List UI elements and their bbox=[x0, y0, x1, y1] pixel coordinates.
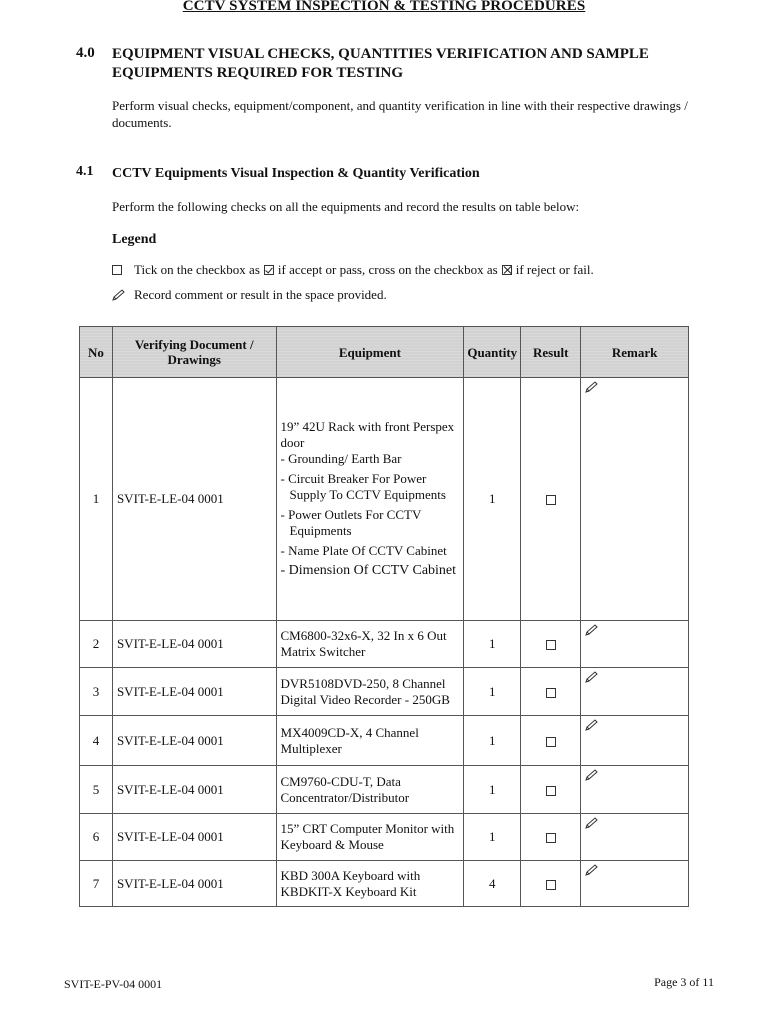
table-row bbox=[80, 861, 689, 907]
header-equipment: Equipment bbox=[276, 327, 464, 378]
pencil-icon bbox=[585, 769, 599, 781]
row-equipment: MX4009CD-X, 4 Channel Multiplexer bbox=[276, 716, 464, 766]
row-result bbox=[521, 861, 581, 907]
table-row bbox=[80, 814, 689, 861]
table-row bbox=[80, 378, 689, 621]
legend-pencil-text: Record comment or result in the space provided. bbox=[134, 287, 387, 302]
row-no: 4 bbox=[80, 716, 113, 766]
row-doc: SVIT-E-LE-04 0001 bbox=[112, 668, 276, 716]
result-checkbox[interactable] bbox=[546, 688, 556, 698]
row-equipment: KBD 300A Keyboard with KBDKIT-X Keyboard Kit bbox=[276, 861, 464, 907]
row-remark[interactable] bbox=[581, 621, 689, 668]
equipment-main: 19” 42U Rack with front Perspex door bbox=[280, 419, 455, 450]
row-remark[interactable] bbox=[581, 861, 689, 907]
row-equipment: 15” CRT Computer Monitor with Keyboard & Mouse bbox=[276, 814, 464, 861]
row-doc: SVIT-E-LE-04 0001 bbox=[112, 861, 276, 907]
legend-text-2: if accept or pass, cross on the checkbox as bbox=[277, 262, 498, 277]
pencil-icon bbox=[585, 817, 599, 829]
table-row bbox=[80, 668, 689, 716]
header-doc: Verifying Document / Drawings bbox=[112, 327, 276, 378]
equipment-sub: - Dimension Of CCTV Cabinet bbox=[280, 563, 457, 578]
row-doc: SVIT-E-LE-04 0001 bbox=[112, 716, 276, 766]
row-doc: SVIT-E-LE-04 0001 bbox=[112, 378, 276, 621]
row-doc: SVIT-E-LE-04 0001 bbox=[112, 766, 276, 814]
row-result bbox=[521, 378, 581, 621]
table-row bbox=[80, 766, 689, 814]
document-title: CCTV SYSTEM INSPECTION & TESTING PROCEDURES bbox=[182, 0, 586, 14]
row-quantity: 1 bbox=[464, 766, 521, 814]
equipment-sub: - Circuit Breaker For Power Supply To CCTV Equipments bbox=[280, 471, 446, 502]
equipment-sub: - Grounding/ Earth Bar bbox=[280, 451, 402, 466]
checkbox-icon bbox=[112, 265, 122, 275]
legend-checkbox-line bbox=[112, 262, 594, 278]
result-checkbox[interactable] bbox=[546, 640, 556, 650]
row-no: 6 bbox=[80, 814, 113, 861]
row-remark[interactable] bbox=[581, 766, 689, 814]
section-number: 4.1 bbox=[76, 164, 94, 179]
pencil-icon bbox=[585, 381, 599, 393]
row-quantity: 4 bbox=[464, 861, 521, 907]
legend-text-1: Tick on the checkbox as bbox=[134, 262, 260, 277]
row-result bbox=[521, 716, 581, 766]
row-result bbox=[521, 668, 581, 716]
row-no: 2 bbox=[80, 621, 113, 668]
row-result bbox=[521, 766, 581, 814]
legend-title: Legend bbox=[112, 232, 157, 247]
row-result bbox=[521, 814, 581, 861]
row-quantity: 1 bbox=[464, 621, 521, 668]
row-result bbox=[521, 621, 581, 668]
pencil-icon bbox=[585, 864, 599, 876]
result-checkbox[interactable] bbox=[546, 495, 556, 505]
header-remark: Remark bbox=[581, 327, 689, 378]
section-title: CCTV Equipments Visual Inspection & Quantity Verification bbox=[112, 166, 480, 181]
row-remark[interactable] bbox=[581, 668, 689, 716]
checkbox-crossed-icon bbox=[502, 265, 512, 275]
row-remark[interactable] bbox=[581, 378, 689, 621]
row-remark[interactable] bbox=[581, 716, 689, 766]
table-row bbox=[80, 716, 689, 766]
row-equipment bbox=[276, 378, 464, 621]
result-checkbox[interactable] bbox=[546, 833, 556, 843]
pencil-icon bbox=[112, 289, 126, 301]
equipment-table bbox=[79, 326, 689, 907]
row-equipment: DVR5108DVD-250, 8 Channel Digital Video Recorder - 250GB bbox=[276, 668, 464, 716]
section-body: Perform visual checks, equipment/component, and quantity verification in line with their respective drawings / documents. bbox=[112, 98, 688, 130]
row-doc: SVIT-E-LE-04 0001 bbox=[112, 814, 276, 861]
header-result: Result bbox=[521, 327, 581, 378]
result-checkbox[interactable] bbox=[546, 737, 556, 747]
section-title: EQUIPMENT VISUAL CHECKS, QUANTITIES VERIFICATION AND SAMPLE EQUIPMENTS REQUIRED FOR TESTING bbox=[112, 46, 649, 81]
pencil-icon bbox=[585, 671, 599, 683]
pencil-icon bbox=[585, 719, 599, 731]
row-equipment: CM9760-CDU-T, Data Concentrator/Distributor bbox=[276, 766, 464, 814]
section-number: 4.0 bbox=[76, 45, 95, 61]
row-remark[interactable] bbox=[581, 814, 689, 861]
footer-page-number: Page 3 of 11 bbox=[654, 975, 714, 989]
equipment-sub: - Power Outlets For CCTV Equipments bbox=[280, 507, 422, 538]
footer-doc-code: SVIT-E-PV-04 0001 bbox=[64, 977, 163, 991]
pencil-icon bbox=[585, 624, 599, 636]
checkbox-ticked-icon bbox=[264, 265, 274, 275]
row-quantity: 1 bbox=[464, 814, 521, 861]
table-header-row bbox=[80, 327, 689, 378]
row-no: 7 bbox=[80, 861, 113, 907]
row-no: 5 bbox=[80, 766, 113, 814]
row-quantity: 1 bbox=[464, 668, 521, 716]
section-body: Perform the following checks on all the equipments and record the results on table below: bbox=[112, 199, 580, 214]
legend-text-3: if reject or fail. bbox=[515, 262, 594, 277]
legend-pencil-line bbox=[112, 287, 387, 303]
row-quantity: 1 bbox=[464, 716, 521, 766]
result-checkbox[interactable] bbox=[546, 786, 556, 796]
result-checkbox[interactable] bbox=[546, 880, 556, 890]
header-quantity: Quantity bbox=[464, 327, 521, 378]
equipment-sub: - Name Plate Of CCTV Cabinet bbox=[280, 543, 447, 558]
row-no: 3 bbox=[80, 668, 113, 716]
row-quantity: 1 bbox=[464, 378, 521, 621]
row-doc: SVIT-E-LE-04 0001 bbox=[112, 621, 276, 668]
row-no: 1 bbox=[80, 378, 113, 621]
table-row bbox=[80, 621, 689, 668]
row-equipment: CM6800-32x6-X, 32 In x 6 Out Matrix Switcher bbox=[276, 621, 464, 668]
header-no: No bbox=[80, 327, 113, 378]
